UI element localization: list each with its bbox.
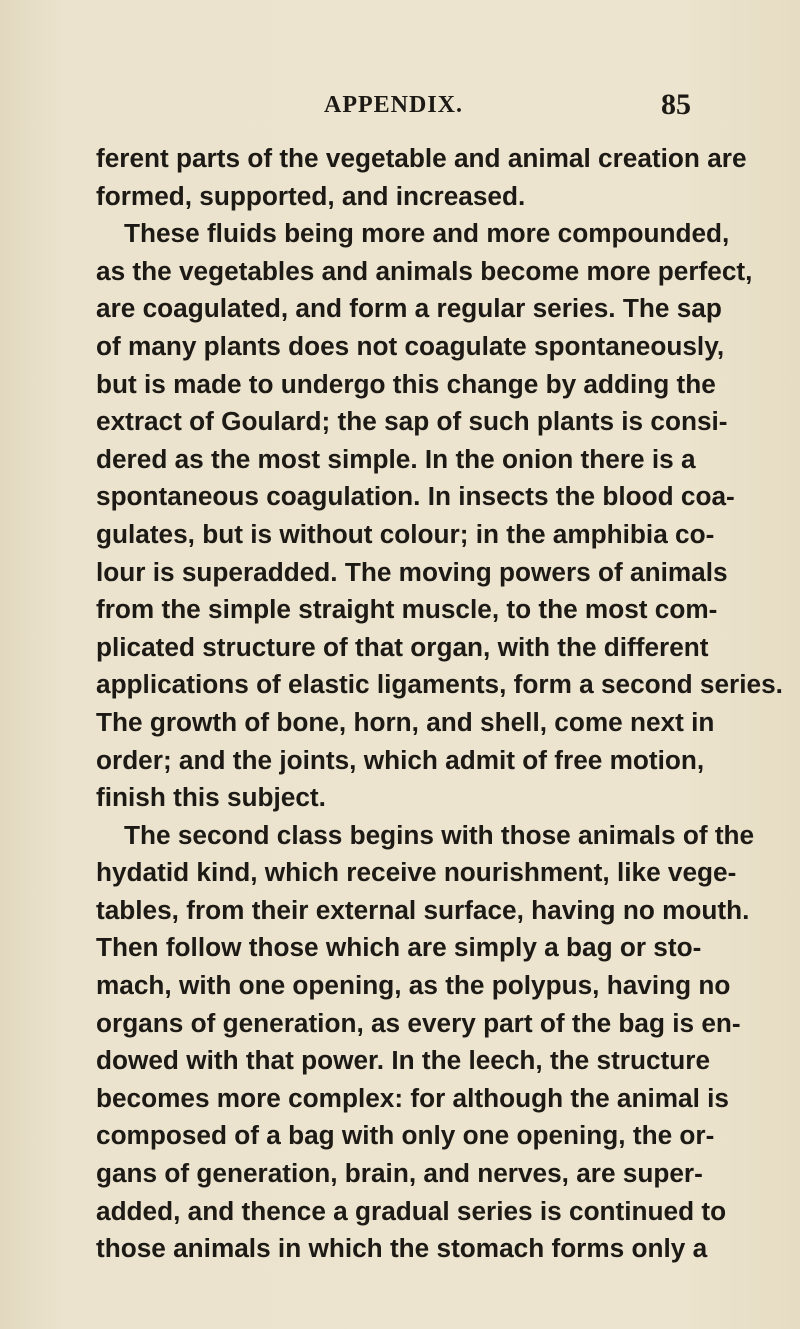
page-header: [96, 88, 691, 124]
text-line: tables, from their external surface, having no mouth.: [96, 894, 750, 925]
text-line: Then follow those which are simply a bag or sto-: [96, 932, 702, 963]
text-line: gulates, but is without colour; in the amphibia co-: [96, 518, 715, 549]
text-line: becomes more complex: for although the animal is: [96, 1082, 730, 1113]
text-line: spontaneous coagulation. In insects the blood coa-: [96, 481, 735, 512]
text-line: plicated structure of that organ, with the different: [96, 631, 709, 662]
text-line: applications of elastic ligaments, form a second series.: [96, 669, 783, 700]
text-line: as the vegetables and animals become more perfect,: [96, 255, 753, 286]
text-line: composed of a bag with only one opening, the or-: [96, 1120, 715, 1151]
text-line: organs of generation, as every part of the bag is en-: [96, 1007, 741, 1038]
text-line: finish this subject.: [96, 782, 326, 813]
body-text: [96, 140, 783, 1268]
text-line: from the simple straight muscle, to the most com-: [96, 594, 718, 625]
text-line: but is made to undergo this change by adding the: [96, 368, 716, 399]
text-line: ferent parts of the vegetable and animal creation are: [96, 143, 747, 173]
text-line: These fluids being more and more compounded,: [124, 218, 730, 249]
text-line: gans of generation, brain, and nerves, are super-: [96, 1158, 703, 1189]
text-line: order; and the joints, which admit of free motion,: [96, 744, 705, 775]
page-number: 85: [661, 88, 691, 121]
text-line: dowed with that power. In the leech, the structure: [96, 1045, 711, 1076]
text-line: The growth of bone, horn, and shell, come next in: [96, 706, 715, 737]
text-line: of many plants does not coagulate spontaneously,: [96, 330, 725, 361]
text-line: lour is superadded. The moving powers of animals: [96, 556, 728, 587]
text-line: The second class begins with those animals of the: [124, 819, 755, 850]
text-line: those animals in which the stomach forms only a: [96, 1233, 708, 1264]
running-head: APPENDIX.: [324, 92, 463, 118]
text-line: extract of Goulard; the sap of such plants is consi-: [96, 406, 728, 437]
text-line: dered as the most simple. In the onion there is a: [96, 443, 696, 474]
text-line: are coagulated, and form a regular series. The sap: [96, 293, 722, 324]
text-line: added, and thence a gradual series is continued to: [96, 1195, 727, 1226]
text-line: hydatid kind, which receive nourishment, like vege-: [96, 857, 737, 888]
text-line: formed, supported, and increased.: [96, 180, 526, 211]
text-line: mach, with one opening, as the polypus, having no: [96, 970, 731, 1001]
